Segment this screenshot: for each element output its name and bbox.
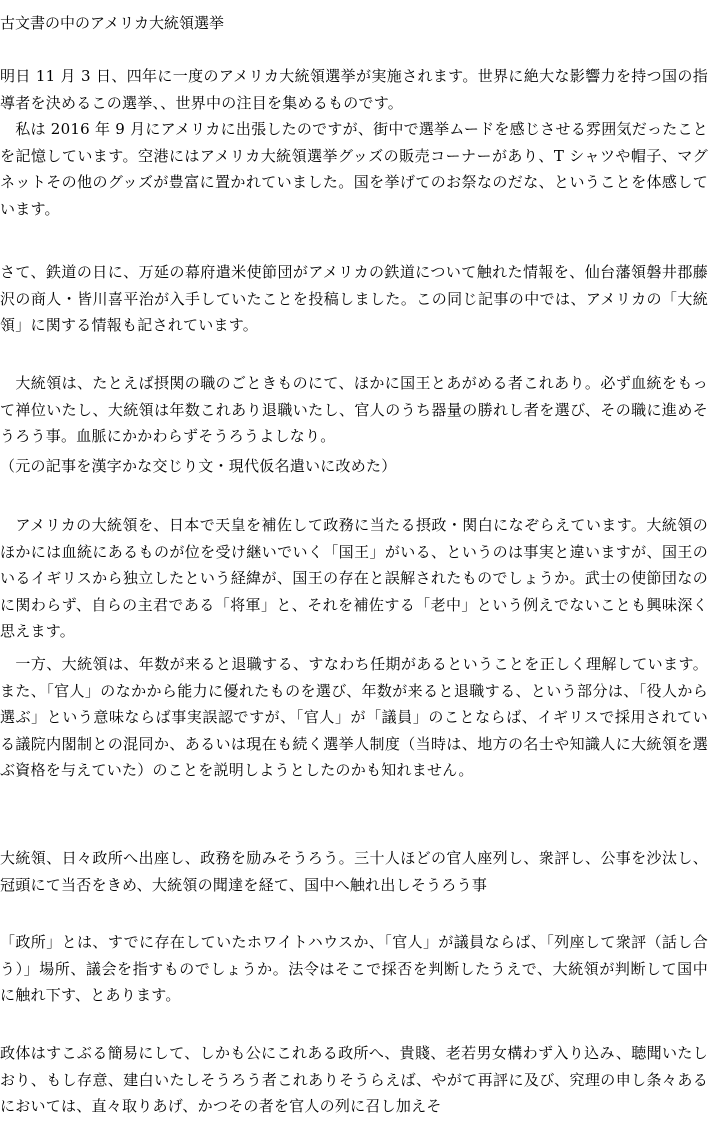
paragraph-quote-note: （元の記事を漢字かな交じり文・現代仮名遣いに改めた） (0, 457, 397, 475)
paragraph-quote-government: 大統領、日々政所へ出座し、政務を励みそうろう。三十人ほどの官人座列し、衆評し、公事を沙汰し、冠頭にて当否をきめ、大統領の聞達を経て、国中へ触れ出しそうろう事 (0, 849, 708, 894)
paragraph-white-house: 「政所」とは、すでに存在していたホワイトハウスか、「官人」が議員ならば、「列座して衆評（話し合う）」場所、議会を指すものでしょうか。法令はそこで採否を判断したうえで、大統領が判断して国中に触れ下す、とあります。 (0, 933, 708, 1004)
paragraph-quote-polity: 政体はすこぶる簡易にして、しかも公にこれある政所へ、貴賤、老若男女構わず入り込み、聴聞いたしおり、もし存意、建白いたしそうろう者これありそうらえば、やがて再評に及び、究理の申し条々あるにおいては、直々取りあげ、かつその者を官人の列に召し加えそ (0, 1044, 708, 1115)
paragraph-trip-memory: 私は 2016 年 9 月にアメリカに出張したのですが、街中で選挙ムードを感じさせる雰囲気だったことを記憶しています。空港にはアメリカ大統領選挙グッズの販売コーナーがあり、T シャツや帽子、マグネットその他のグッズが豊富に置かれていました。国を挙げてのお祭なのだな、ということを体感しています。 (0, 120, 708, 218)
article-title: 古文書の中のアメリカ大統領選挙 (0, 14, 224, 32)
paragraph-regent-comparison: アメリカの大統領を、日本で天皇を補佐して政務に当たる摂政・関白になぞらえています。大統領のほかには血統にあるものが位を受け継いでいく「国王」がいる、というのは事実と違いますが、国王のいるイギリスから独立したという経緯が、国王の存在と誤解されたものでしょうか。武士の使節団なのに関わらず、自らの主君である「将軍」と、それを補佐する「老中」という例えでないことも興味深く思えます。 (0, 516, 708, 640)
paragraph-railway-article: さて、鉄道の日に、万延の幕府遣米使節団がアメリカの鉄道について触れた情報を、仙台藩領磐井郡藤沢の商人・皆川喜平治が入手していたことを投稿しました。この同じ記事の中では、アメリカの「大統領」に関する情報も記されています。 (0, 263, 708, 334)
paragraph-election-intro: 明日 11 月 3 日、四年に一度のアメリカ大統領選挙が実施されます。世界に絶大な影響力を持つ国の指導者を決めるこの選挙、、世界中の注目を集めるものです。 (0, 67, 708, 112)
paragraph-term-limits: 一方、大統領は、年数が来ると退職する、すなわち任期があるということを正しく理解しています。また、「官人」のなかから能力に優れたものを選び、年数が来ると退職する、という部分は、「役人から選ぶ」という意味ならば事実誤認ですが、「官人」が「議員」のことならば、イギリスで採用されている議院内閣制との混同か、あるいは現在も続く選挙人制度（当時は、地方の名士や知識人に大統領を選ぶ資格を与えていた）のことを説明しようとしたのかも知れません。 (0, 655, 708, 779)
paragraph-quote-president: 大統領は、たとえば摂関の職のごときものにて、ほかに国王とあがめる者これあり。必ず血統をもって禅位いたし、大統領は年数これあり退職いたし、官人のうち器量の勝れし者を選び、その職に進めそうろう事。血脈にかかわらずそうろうよしなり。 (0, 374, 708, 445)
